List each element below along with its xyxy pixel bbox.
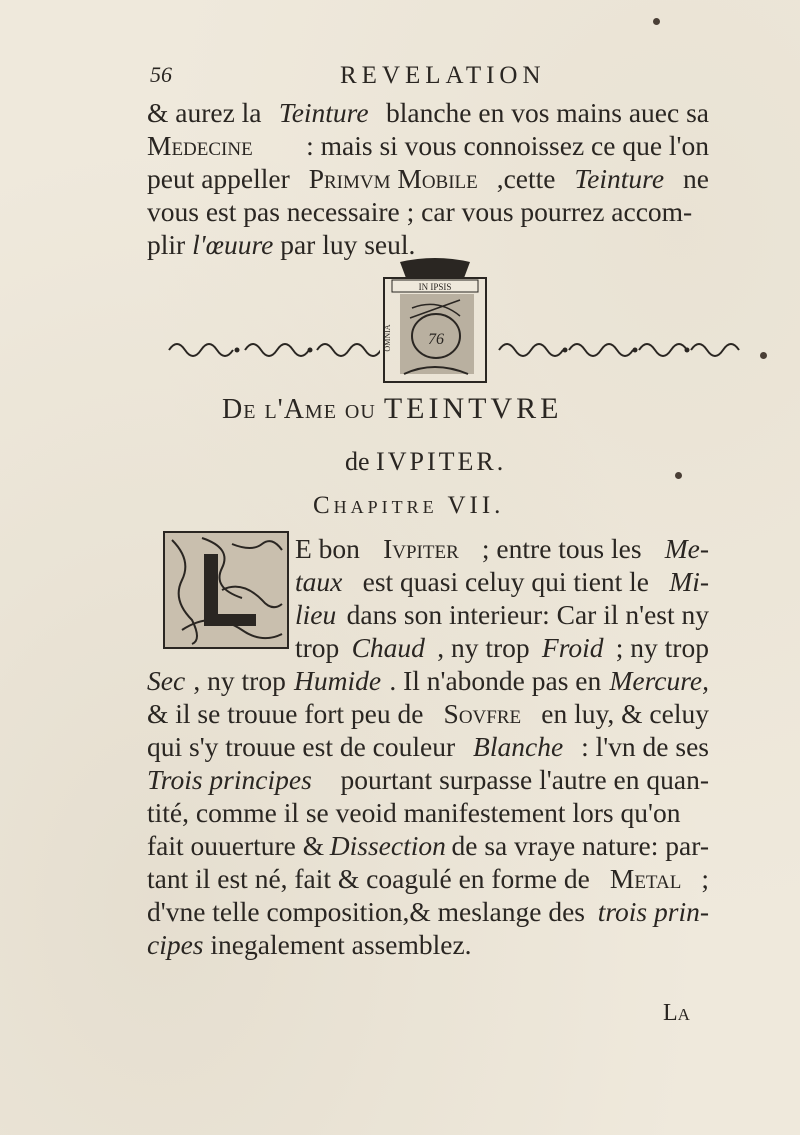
text-run: peut appeller	[147, 163, 290, 194]
paragraph-3	[147, 664, 709, 961]
decorated-initial-L	[162, 530, 290, 650]
paragraph-1	[147, 96, 709, 261]
italic-run: Me-	[664, 533, 709, 564]
title-run: de	[345, 447, 377, 476]
text-run: ne	[682, 163, 709, 194]
text-line	[147, 763, 709, 796]
text-run: ; ny trop	[615, 632, 709, 663]
italic-run: Mi-	[669, 566, 709, 597]
italic-run: trois prin-	[597, 896, 709, 927]
chapter-subtitle	[345, 447, 506, 477]
page-number: 56	[150, 62, 172, 87]
text-line	[147, 162, 709, 195]
text-run: d'vne telle composition,& meslange des	[147, 896, 585, 927]
text-run: blanche en vos mains auec sa	[385, 97, 709, 128]
text-line	[147, 129, 709, 162]
italic-run: cipes	[147, 929, 204, 960]
text-run: qui s'y trouue est de couleur	[147, 731, 456, 762]
text-run: : l'vn de ses	[581, 731, 709, 762]
fleuron-rule-right	[495, 338, 740, 362]
text-line	[147, 195, 709, 228]
text-run: de sa vraye nature: par-	[451, 830, 709, 861]
text-run: . Il n'abonde pas en	[389, 665, 602, 696]
text-line	[147, 664, 709, 697]
text-run: & aurez la	[147, 97, 262, 128]
italic-run: lieu	[295, 599, 337, 630]
text-run: : mais si vous connoissez ce que l'on	[306, 130, 709, 161]
text-run: en luy, & celuy	[541, 698, 709, 729]
text-line	[295, 532, 709, 565]
text-run: vous est pas necessaire ; car vous pourrez accom-	[147, 196, 693, 227]
text-run: ,cette	[496, 163, 556, 194]
text-line	[295, 565, 709, 598]
text-line	[147, 96, 709, 129]
text-line	[147, 796, 709, 829]
text-run: E bon	[295, 533, 360, 564]
text-run: , ny trop	[193, 665, 286, 696]
title-run: De l'Ame ou	[222, 394, 384, 425]
italic-run: l'œuure	[192, 229, 274, 260]
text-run: & il se trouue fort peu de	[147, 698, 424, 729]
text-run: dans son interieur: Car il n'est ny	[346, 599, 709, 630]
text-run: ;	[701, 863, 709, 894]
italic-run: Mercure,	[609, 665, 709, 696]
text-line	[147, 228, 709, 261]
text-run: , ny trop	[437, 632, 530, 663]
running-title: REVELATION	[340, 62, 546, 89]
italic-run: Sec	[147, 665, 186, 696]
printer-device-emblem	[370, 258, 500, 388]
italic-run: Blanche	[473, 731, 564, 762]
ornament-row	[165, 258, 740, 388]
text-run: tant il est né, fait & coagulé en forme de	[147, 863, 590, 894]
text-line	[147, 895, 709, 928]
italic-run: Humide	[294, 665, 382, 696]
text-run: fait ouuerture &	[147, 830, 325, 861]
italic-run: taux	[295, 566, 343, 597]
catchword: La	[663, 1000, 690, 1026]
text-run: inegalement assemblez.	[203, 929, 472, 960]
emblem-motto: IN IPSIS	[418, 282, 452, 292]
small-caps-run: Medecine	[147, 130, 253, 161]
ink-speck	[653, 18, 660, 25]
small-caps-run: Metal	[609, 863, 682, 894]
fleuron-rule-left	[165, 338, 380, 362]
italic-run: Chaud	[351, 632, 425, 663]
text-line	[147, 829, 709, 862]
ink-speck	[675, 472, 682, 479]
text-line	[295, 598, 709, 631]
text-line	[147, 928, 709, 961]
text-line	[147, 862, 709, 895]
emblem-side-text: OMNIA	[383, 324, 392, 352]
italic-run: Froid	[541, 632, 604, 663]
text-run: est quasi celuy qui tient le	[362, 566, 650, 597]
italic-run: Teinture	[574, 163, 665, 194]
text-run: trop	[295, 632, 340, 663]
italic-run: Trois principes	[147, 764, 312, 795]
text-line	[147, 730, 709, 763]
text-line	[295, 631, 709, 664]
chapter-title	[222, 392, 562, 426]
text-line	[147, 697, 709, 730]
running-head	[150, 62, 710, 92]
italic-run: Teinture	[278, 97, 369, 128]
ink-speck	[760, 352, 767, 359]
small-caps-run: Sovfre	[443, 698, 522, 729]
paragraph-2	[295, 532, 709, 664]
small-caps-run: Ivpiter	[383, 533, 459, 564]
italic-run: Dissection	[329, 830, 446, 861]
title-run: IVPITER.	[376, 447, 507, 476]
text-run: par luy seul.	[273, 229, 416, 260]
title-run: TEINTVRE	[383, 392, 563, 425]
chapter-number: Chapitre VII.	[313, 492, 505, 519]
text-run: tité, comme il se veoid manifestement lors qu'on	[147, 797, 681, 828]
text-run: plir	[147, 229, 193, 260]
text-run: ; entre tous les	[481, 533, 642, 564]
small-caps-run: Primvm Mobile	[308, 163, 478, 194]
text-run: pourtant surpasse l'autre en quan-	[340, 764, 709, 795]
emblem-center-text: 76	[428, 331, 444, 348]
